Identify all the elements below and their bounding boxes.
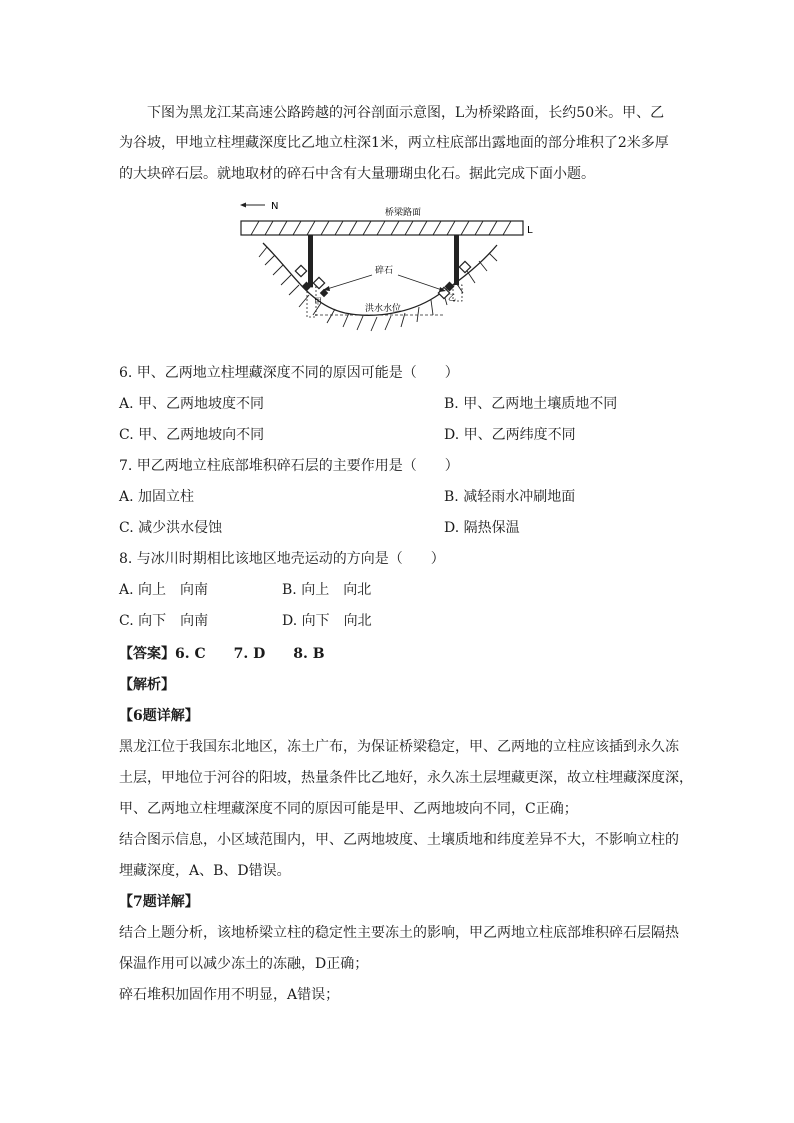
- q7-option-a: A. 加固立柱: [119, 489, 195, 505]
- q6-detail-line-3: 甲、乙两地立柱埋藏深度不同的原因可能是甲、乙两地坡向不同，C正确；: [119, 801, 578, 817]
- yi-label: 乙: [448, 293, 456, 302]
- q6-detail-line-2: 土层，甲地位于河谷的阳坡，热量条件比乙地好，永久冻土层埋藏更深，故立柱埋藏深度深，: [119, 770, 693, 786]
- intro-line-2: 为谷坡，甲地立柱埋藏深度比乙地立柱深1米，两立柱底部出露地面的部分堆积了2米多厚: [119, 135, 669, 151]
- q7-option-c: C. 减少洪水侵蚀: [119, 520, 223, 536]
- north-label: N: [271, 201, 279, 212]
- q7-detail-line-3: 碎石堆积加固作用不明显，A错误；: [119, 987, 340, 1003]
- analysis-heading: 【解析】: [119, 677, 175, 693]
- bridge-surface-label: 桥梁路面: [385, 208, 422, 218]
- q6-option-d: D. 甲、乙两纬度不同: [444, 427, 576, 443]
- flood-level-label: 洪水水位: [365, 304, 402, 314]
- q8-option-a: A. 向上 向南: [119, 582, 209, 598]
- q6-detail-line-5: 埋藏深度，A、B、D错误。: [119, 863, 291, 879]
- q7-detail-line-2: 保温作用可以减少冻土的冻融，D正确；: [119, 956, 369, 972]
- answer-line: 【答案】6. C 7. D 8. B: [119, 646, 325, 662]
- q6-option-c: C. 甲、乙两地坡向不同: [119, 427, 265, 443]
- jia-label: 甲: [314, 297, 322, 306]
- q6-stem: 6. 甲、乙两地立柱埋藏深度不同的原因可能是（ ）: [119, 365, 459, 381]
- intro-line-1: 下图为黑龙江某高速公路跨越的河谷剖面示意图，L为桥梁路面，长约50米。甲、乙: [147, 105, 665, 121]
- q6-detail-line-1: 黑龙江位于我国东北地区，冻土广布，为保证桥梁稳定，甲、乙两地的立柱应该插到永久冻: [119, 739, 679, 755]
- pillar-yi: [454, 235, 459, 285]
- q8-option-b: B. 向上 向北: [282, 582, 372, 598]
- q7-detail-line-1: 结合上题分析，该地桥梁立柱的稳定性主要冻土的影响，甲乙两地立柱底部堆积碎石层隔热: [119, 925, 679, 941]
- q7-option-b: B. 减轻雨水冲刷地面: [444, 489, 576, 505]
- q7-stem: 7. 甲乙两地立柱底部堆积碎石层的主要作用是（ ）: [119, 458, 459, 474]
- q6-detail-line-4: 结合图示信息，小区域范围内，甲、乙两地坡度、土壤质地和纬度差异不大，不影响立柱的: [119, 832, 679, 848]
- bridge-L-label: L: [527, 225, 533, 236]
- q7-detail-heading: 【7题详解】: [119, 894, 199, 910]
- q6-option-a: A. 甲、乙两地坡度不同: [119, 396, 265, 412]
- q6-option-b: B. 甲、乙两地土壤质地不同: [444, 396, 618, 412]
- q8-option-d: D. 向下 向北: [282, 613, 372, 629]
- river-valley-diagram: [235, 195, 545, 345]
- q8-stem: 8. 与冰川时期相比该地区地壳运动的方向是（ ）: [119, 551, 445, 567]
- pillar-jia: [308, 235, 313, 287]
- q8-option-c: C. 向下 向南: [119, 613, 209, 629]
- q6-detail-heading: 【6题详解】: [119, 708, 199, 724]
- q7-option-d: D. 隔热保温: [444, 520, 520, 536]
- intro-line-3: 的大块碎石层。就地取材的碎石中含有大量珊瑚虫化石。据此完成下面小题。: [119, 166, 595, 182]
- gravel-label: 碎石: [375, 266, 394, 276]
